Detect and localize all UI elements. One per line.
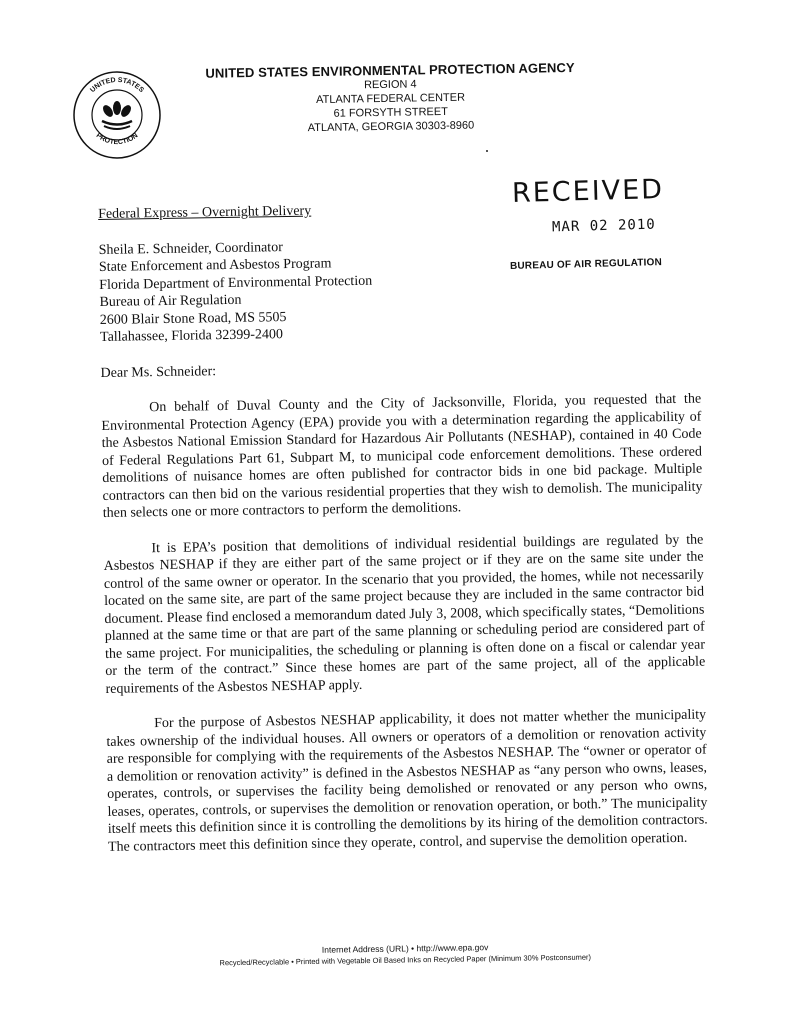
recipient-line: Florida Department of Environmental Protection [99, 273, 373, 293]
recipient-line: Bureau of Air Regulation [99, 292, 242, 310]
recipient-line: Sheila E. Schneider, Coordinator [98, 239, 283, 258]
letter-body [98, 197, 708, 874]
svg-text:UNITED STATES [89, 77, 145, 94]
epa-seal-icon [72, 70, 162, 160]
letterhead [190, 60, 591, 137]
scan-speck [486, 150, 488, 152]
recipient-line: State Enforcement and Asbestos Program [98, 256, 332, 275]
recipient-line: Tallahassee, Florida 32399-2400 [99, 327, 284, 345]
svg-text:PROTECTION [95, 132, 140, 146]
recipient-address [99, 232, 701, 346]
agency-region: REGION 4 [363, 78, 417, 92]
body-paragraph: For the purpose of Asbestos NESHAP applicability, it does not matter whether the municipality takes ownership of the individual houses. All owners or operators of a demolition or renovation activity are responsible for complying with the requirements of the Asbestos NESHAP. The “owner or operator of a demolition or renovation activity” is defined in the Asbestos NESHAP as “any person who owns, leases, operates, controls, or supervises the facility being demolished or renovated or any person who owns, leases, operates, controls, or supervises the demolition or renovation operation, or both.” The municipality itself meets this definition since it is controlling the demolitions by its hiring of the demolition contractors. The contractors meet this definition since they operate, control, and supervise the demolition operation. [106, 707, 708, 855]
received-bureau: BUREAU OF AIR REGULATION [509, 257, 663, 272]
letter-footer [180, 939, 630, 970]
received-stamp: RECEIVED [511, 174, 665, 209]
delivery-method: Federal Express – Overnight Delivery [98, 203, 312, 222]
seal-top-text: UNITED STATES [89, 76, 145, 95]
agency-name: UNITED STATES ENVIRONMENTAL PROTECTION AGENCY [205, 59, 575, 81]
seal-bottom-text: PROTECTION [94, 132, 140, 147]
salutation: Dear Ms. Schneider: [100, 363, 217, 381]
footer-recycle-note: Recycled/Recyclable • Printed with Vegetable Oil Based Inks on Recycled Paper (Minimum 30% Postconsumer) [219, 952, 592, 968]
agency-center: ATLANTA FEDERAL CENTER [315, 91, 466, 107]
recipient-line: 2600 Blair Stone Road, MS 5505 [99, 309, 287, 328]
body-paragraph: It is EPA’s position that demolitions of individual residential buildings are regulated by the Asbestos NESHAP if they are either part of the same project or if they are on the same site under the control of the same owner or operator. In the scenario that you provided, the homes, while not necessarily located on the same site, are part of the same project because they are included in the same contractor bid document. Please find enclosed a memorandum dated July 3, 2008, which specifically states, “Demolitions planned at the same time or that are part of the same planning or scheduling period are considered part of the same project. For municipalities, the scheduling or planning is often done on a fiscal or calendar year or the term of the contract.” Since these homes are part of the same project, all of the applicable requirements of the Asbestos NESHAP apply. [103, 532, 706, 697]
agency-city: ATLANTA, GEORGIA 30303-8960 [307, 119, 475, 135]
body-paragraph: On behalf of Duval County and the City of Jacksonville, Florida, you requested that the Environmental Protection Agency (EPA) provide you with a determination regarding the applicability of the Asbestos National Emission Standard for Hazardous Air Pollutants (NESHAP), contained in 40 Code of Federal Regulations Part 61, Subpart M, to municipal code enforcement demolitions. These ordered demolitions of nuisance homes are often published for contractor bids in one bid package. Multiple contractors can then bid on the various residential properties that they wish to demolish. The municipality then selects one or more contractors to perform the demolitions. [101, 391, 703, 521]
agency-street: 61 FORSYTH STREET [333, 105, 448, 120]
received-date: MAR 02 2010 [551, 216, 656, 236]
epa-flower-icon [101, 101, 133, 129]
footer-url: Internet Address (URL) • http://www.epa.gov [321, 942, 489, 955]
